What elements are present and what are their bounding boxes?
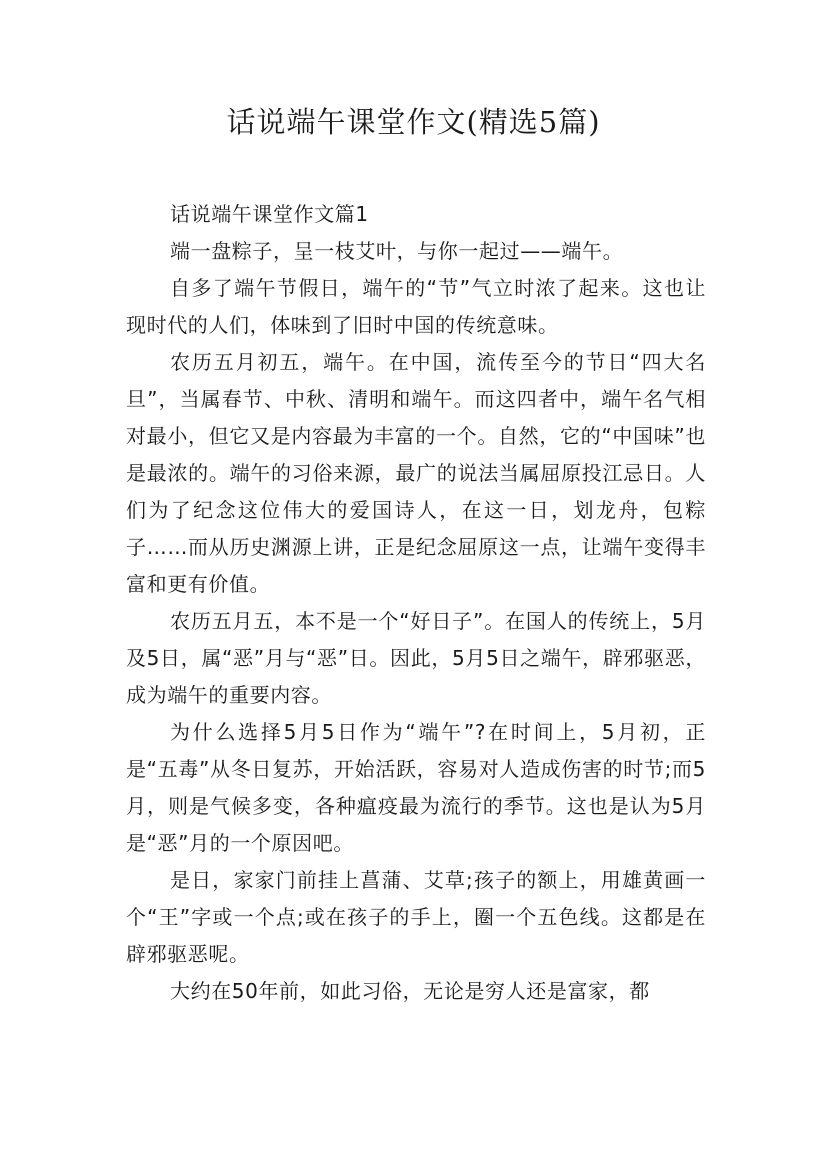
paragraph: 为什么选择5月5日作为“端午”?在时间上，5月初，正是“五毒”从冬日复苏，开始活跃，容易对人造成伤害的时节;而5月，则是气候多变，各种瘟疫最为流行的季节。这也是认为5月是“恶”月的一个原因吧。 [126, 720, 706, 855]
paragraph: 自多了端午节假日，端午的“节”气立时浓了起来。这也让现时代的人们，体味到了旧时中国的传统意味。 [126, 276, 706, 337]
paragraph: 大约在50年前，如此习俗，无论是穷人还是富家，都 [170, 979, 650, 1003]
document-body [126, 196, 706, 1010]
paragraph: 农历五月五，本不是一个“好日子”。在国人的传统上，5月及5日，属“恶”月与“恶”日。因此，5月5日之端午，辟邪驱恶，成为端午的重要内容。 [126, 609, 706, 707]
paragraph: 农历五月初五，端午。在中国，流传至今的节日“四大名旦”，当属春节、中秋、清明和端午。而这四者中，端午名气相对最小，但它又是内容最为丰富的一个。自然，它的“中国味”也是最浓的。端午的习俗来源，最广的说法当属屈原投江忌日。人们为了纪念这位伟大的爱国诗人，在这一日，划龙舟，包粽子……而从历史渊源上讲，正是纪念屈原这一点，让端午变得丰富和更有价值。 [126, 350, 706, 596]
document-title: 话说端午课堂作文(精选5篇) [226, 105, 601, 139]
paragraph: 是日，家家门前挂上菖蒲、艾草;孩子的额上，用雄黄画一个“王”字或一个点;或在孩子的手上，圈一个五色线。这都是在辟邪驱恶呢。 [126, 868, 706, 966]
section-heading: 话说端午课堂作文篇1 [170, 202, 369, 226]
paragraph: 端一盘粽子，呈一枝艾叶，与你一起过——端午。 [170, 239, 624, 263]
